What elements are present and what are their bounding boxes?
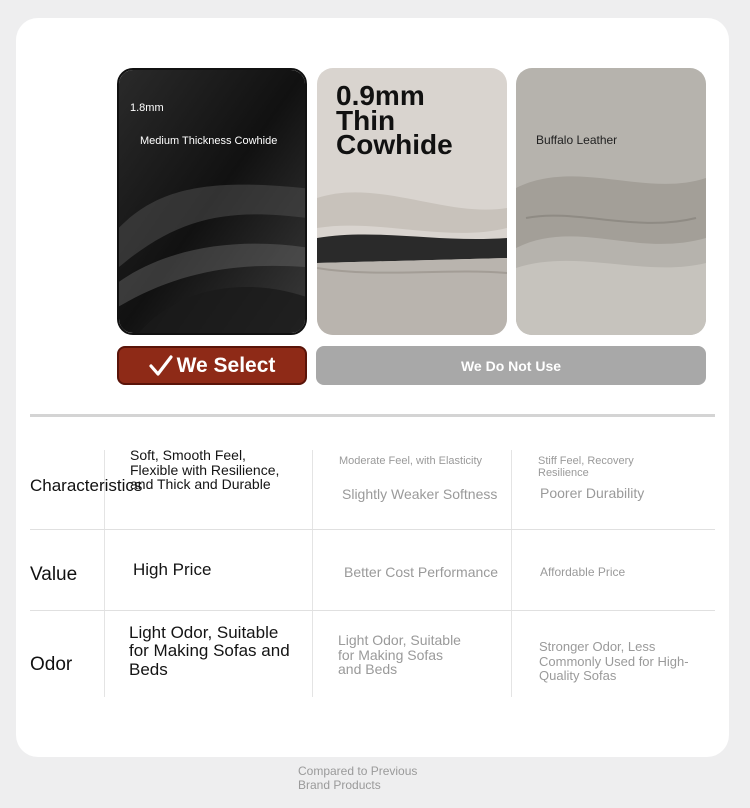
- row-label-value: Value: [30, 564, 78, 585]
- buffalo-characteristics: Poorer Durability: [540, 485, 645, 501]
- row-label-odor: Odor: [30, 654, 73, 675]
- selected-odor: Light Odor, Suitable for Making Sofas and Beds: [129, 623, 290, 679]
- we-select-button[interactable]: [117, 346, 307, 385]
- footer-line1: Compared to Previous: [298, 764, 418, 778]
- buffalo-odor: Stronger Odor, Less Commonly Used for High-Quality Sofas: [539, 639, 689, 684]
- we-do-not-use-label: We Do Not Use: [460, 357, 562, 374]
- column-divider: [312, 450, 313, 697]
- swatch-name: Medium Thickness Cowhide: [140, 135, 278, 147]
- swatch-title: [336, 80, 453, 161]
- thin-characteristics-note: Moderate Feel, with Elasticity: [339, 455, 483, 467]
- row-divider: [30, 529, 715, 530]
- row-divider: [30, 610, 715, 611]
- swatch-name: Buffalo Leather: [536, 133, 618, 147]
- thickness-label: 1.8mm: [130, 102, 164, 114]
- buffalo-leather-swatch: [516, 68, 706, 335]
- we-do-not-use-button[interactable]: [316, 346, 706, 385]
- medium-cowhide-swatch: [117, 68, 307, 335]
- thin-odor: Light Odor, Suitable for Making Sofas and Beds: [338, 632, 461, 678]
- row-label-characteristics: Characteristics: [30, 476, 143, 495]
- footer-line2: Brand Products: [298, 777, 381, 792]
- column-divider: [511, 450, 512, 697]
- thin-cowhide-swatch: [317, 68, 507, 335]
- buffalo-leather-image: [516, 68, 706, 335]
- checkmark-icon: [149, 355, 173, 377]
- swatch-title-line1: 0.9mm: [336, 80, 425, 111]
- thin-characteristics: Slightly Weaker Softness: [342, 486, 498, 502]
- swatch-title-line3: Cowhide: [336, 129, 453, 161]
- thin-value: Better Cost Performance: [344, 564, 499, 580]
- selected-characteristics: Soft, Smooth Feel, Flexible with Resilience, and Thick and Durable: [130, 447, 280, 493]
- footer-note: [298, 765, 417, 793]
- selected-value: High Price: [133, 560, 212, 579]
- we-select-label: We Select: [176, 353, 276, 377]
- buffalo-characteristics-note: Stiff Feel, Recovery Resilience: [538, 455, 634, 479]
- buffalo-value: Affordable Price: [540, 565, 626, 579]
- table-top-divider: [30, 414, 715, 417]
- swatch-title-line2: Thin: [336, 104, 396, 136]
